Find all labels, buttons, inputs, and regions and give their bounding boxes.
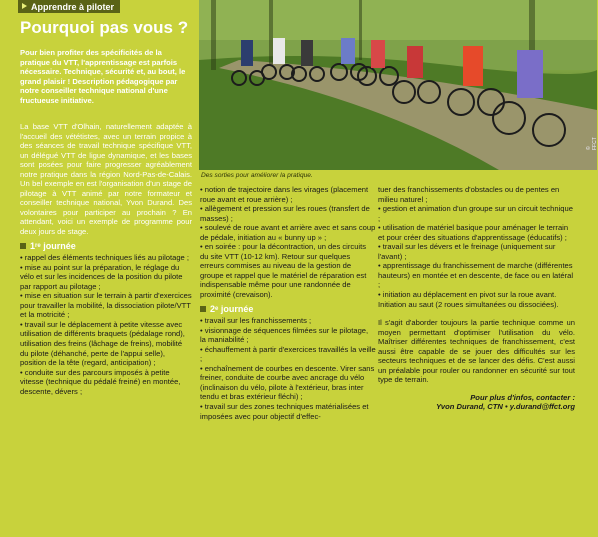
section-tab [18,0,120,13]
list-item: • rappel des éléments techniques liés au pilotage ; [20,253,189,263]
article-title: Pourquoi pas vous ? [20,18,189,37]
column-1 [20,122,192,396]
day1-list [20,253,192,396]
list-item: • soulevé de roue avant et arrière avec et sans coup de pédale, initiation au « bunny up » ; [200,223,376,242]
contact-email[interactable]: Yvon Durand, CTN • y.durand@ffct.org [436,402,575,412]
cyclists-photo-illustration [199,0,597,170]
contact-line: Pour plus d'infos, contacter : [470,392,575,402]
list-item: • initiation au déplacement en pivot sur la roue avant. Initiation au saut (2 roues simultanées ou dissociées). [378,290,559,309]
list-item: • travail sur les franchissements ; [200,316,312,326]
list-item: • échauffement à partir d'exercices travaillés la veille ; [200,344,376,364]
list-item: • en soirée : pour la décontraction, un des circuits du site VTT (10-12 km). Retour sur quelques erreurs commises au niveau de la gestion de groupe et rappel que le matériel de réparation est indispensable même pour une randonnée de proximité (crevaison). [200,242,367,300]
list-item: • conduite sur des parcours imposés à petite vitesse (technique du pédalé freiné) en montée, descente, dévers ; [20,367,181,396]
day1-heading: 1 re journée [20,242,192,252]
list-item: • enchaînement de courbes en descente. Virer sans freiner, conduite de courbe avec ancrage du vélo (inclinaison du vélo, pilote à l'extérieur, bras inter tendu et bras extérieur fléchi) ; [200,363,375,402]
list-item: • mise en situation sur le terrain à partir d'exercices pour travailler la mobilité, la dissociation pilote/VTT et la motricité ; [20,291,192,320]
article-body: La base VTT d'Olhain, naturellement adaptée à l'accueil des vététistes, avec un terrain propice à des séances de travail technique spécifique VTT, un délégué VTT de ligue dynamique, et les bases sont posées pour faire progresser agréablement notre pratique dans la région Nord-Pas-de-Calais. Un bel exemple en est l'organisation d'un stage de pilotage à VTT animé par notre formateur et conseiller technique national, Yvon Durand. Des volontaires pour participer au prochain ? En attendant, voici un exemple de programme pour deux jours de stage. [20,122,192,237]
list-item: • allègement et pression sur les roues (transfert de masses) ; [200,204,370,223]
square-bullet-icon [20,243,26,249]
article-intro: Pour bien profiter des spécificités de la pratique du VTT, l'apprentissage est parfois nécessaire. Technique, sécurité et, au bout, le grand plaisir ! Description pédagogique par notre conseiller technique national d'une fructueuse initiative. [20,48,186,105]
triangle-icon [22,3,27,9]
contact-block [378,393,575,412]
day2-heading: 2 e journée [200,305,376,315]
list-item: • travail sur le déplacement à petite vitesse avec utilisation de différents braquets (pédalage rond), utilisation des freins (lâchage de freins), mobilité du pilote (déhanché, perte de l'appui selle), position de la tête (regard, anticipation) ; [20,319,185,368]
list-item: • notion de trajectoire dans les virages (placement roue avant et roue arrière) ; [200,185,369,204]
photo-credit: © FFCT [586,137,598,150]
square-bullet-icon [200,306,206,312]
list-item: • gestion et animation d'un groupe sur un circuit technique ; [378,204,573,223]
column-2 [200,185,376,421]
conclusion: Il s'agit d'aborder toujours la partie technique comme un moyen permettant d'optimiser l'utilisation du vélo. Maîtriser différentes techniques de franchissement, c'est aussi être capable de se jouer des difficultés sur les secteurs techniques et de se lancer des défis. C'est aussi un préalable pour rouler ou randonner en sécurité sur tout type de terrain. [378,318,575,385]
list-item: • apprentissage du franchissement de marche (différentes hauteurs) en montée et en descente, de face ou en latéral ; [378,261,574,290]
column-3 [378,185,575,412]
list-item: • travail sur des zones techniques matérialisées et imposées avec pour objectif d'effec- [200,402,369,421]
list-item: • utilisation de matériel basique pour aménager le terrain et pour créer des situations d'apprentissage (éducatifs) ; [378,223,569,242]
cyclists-photo [199,0,597,170]
section-tab-label: Apprendre à piloter [31,2,115,12]
list-item: • mise au point sur la préparation, le réglage du vélo et sur les incidences de la position du pilote par rapport au pilotage ; [20,262,183,291]
list-item: tuer des franchissements d'obstacles ou de pentes en milieu naturel ; [378,185,560,204]
list-item: • visionnage de séquences filmées sur le pilotage, la maniabilité ; [200,325,369,345]
list-item: • travail sur les dévers et le freinage (uniquement sur l'avant) ; [378,242,556,261]
photo-caption: Des sorties pour améliorer la pratique. [201,172,313,179]
